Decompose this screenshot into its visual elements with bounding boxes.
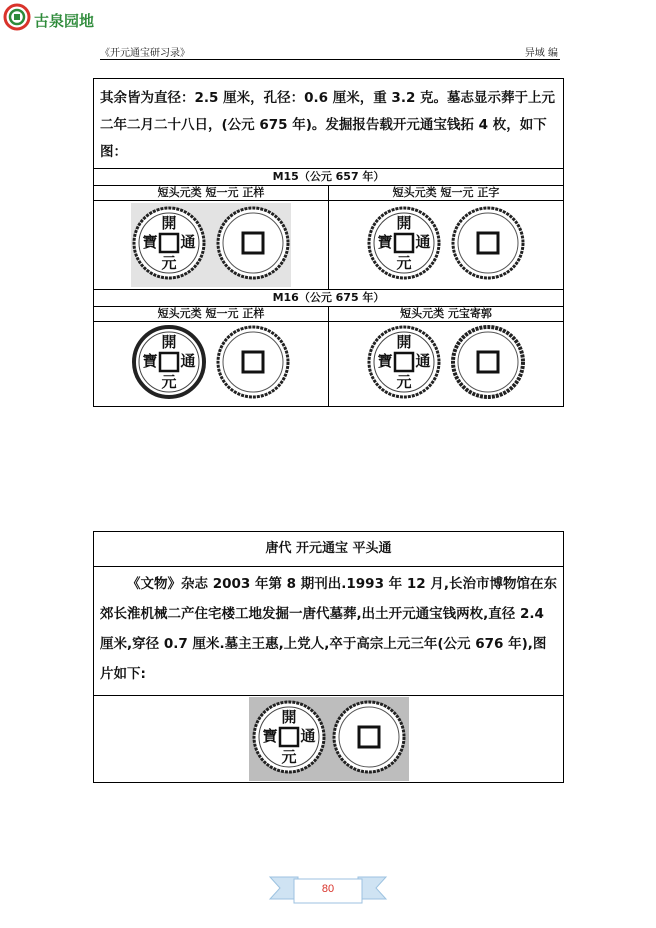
coin-image-cell [329, 201, 564, 290]
coin-glyph: 通 [299, 727, 316, 745]
coin-glyph: 開 [396, 333, 412, 351]
page-number: 80 [321, 883, 335, 895]
coin-glyph: 通 [180, 233, 196, 251]
page-number-banner [268, 873, 388, 907]
coin-image-cell [94, 322, 329, 407]
coin-glyph: 寶 [142, 233, 158, 251]
section-title-m16: M16（公元 675 年） [94, 290, 564, 307]
coin-image-cell [329, 322, 564, 407]
coin-image-cell [94, 201, 329, 290]
coin-glyph: 寶 [142, 352, 158, 370]
coin-glyph: 元 [280, 748, 297, 766]
coin-caption: 短头元类 短一元 正字 [329, 186, 564, 201]
coin-glyph: 寶 [261, 727, 278, 745]
coin-glyph: 通 [415, 352, 431, 370]
body-paragraph: 《文物》杂志 2003 年第 8 期刊出.1993 年 12 月,长治市博物馆在东郊长淮机械二产住宅楼工地发掘一唐代墓葬,出土开元通宝钱两枚,直径 2.4 厘米,穿径 0.7 厘米.墓主王惠,上党人,卒于高宗上元三年(公元 676 年),图片如下: [94, 567, 564, 696]
pingtoutong-table [93, 531, 564, 783]
coin-caption: 短头元类 短一元 正样 [94, 307, 329, 322]
logo-coin-icon [2, 2, 36, 32]
coin-rubbing-image [131, 322, 291, 406]
coin-caption: 短头元类 短一元 正样 [94, 186, 329, 201]
logo-text: 古泉园地 [34, 12, 95, 30]
editor-name: 异域 编 [524, 48, 558, 59]
coin-photo-image [249, 697, 409, 781]
coin-glyph: 開 [161, 333, 177, 351]
header-rule [100, 59, 560, 60]
intro-paragraph: 其余皆为直径：2.5 厘米，孔径：0.6 厘米，重 3.2 克。墓志显示葬于上元二年二月二十八日，(公元 675 年)。发掘报告载开元通宝钱拓 4 枚，如下图： [94, 79, 564, 169]
book-title: 《开元通宝研习录》 [100, 48, 190, 59]
coin-glyph: 寶 [377, 352, 393, 370]
coin-caption: 短头元类 元宝寄郭 [329, 307, 564, 322]
coin-rubbing-image [131, 203, 291, 287]
coin-glyph: 開 [396, 214, 412, 232]
section-heading: 唐代 开元通宝 平头通 [94, 532, 564, 567]
coin-glyph: 元 [161, 373, 177, 391]
coin-glyph: 通 [415, 233, 431, 251]
coin-image-cell [94, 696, 564, 783]
coin-rubbing-image [366, 322, 526, 406]
coin-glyph: 元 [161, 254, 177, 272]
coin-rubbing-image [366, 203, 526, 287]
coin-glyph: 開 [161, 214, 177, 232]
site-logo [2, 2, 102, 32]
coin-glyph: 元 [396, 373, 412, 391]
coin-glyph: 通 [180, 352, 196, 370]
coin-glyph: 寶 [377, 233, 393, 251]
coin-glyph: 元 [396, 254, 412, 272]
section-title-m15: M15（公元 657 年） [94, 169, 564, 186]
coin-rubbing-table [93, 78, 564, 407]
coin-glyph: 開 [280, 708, 297, 726]
